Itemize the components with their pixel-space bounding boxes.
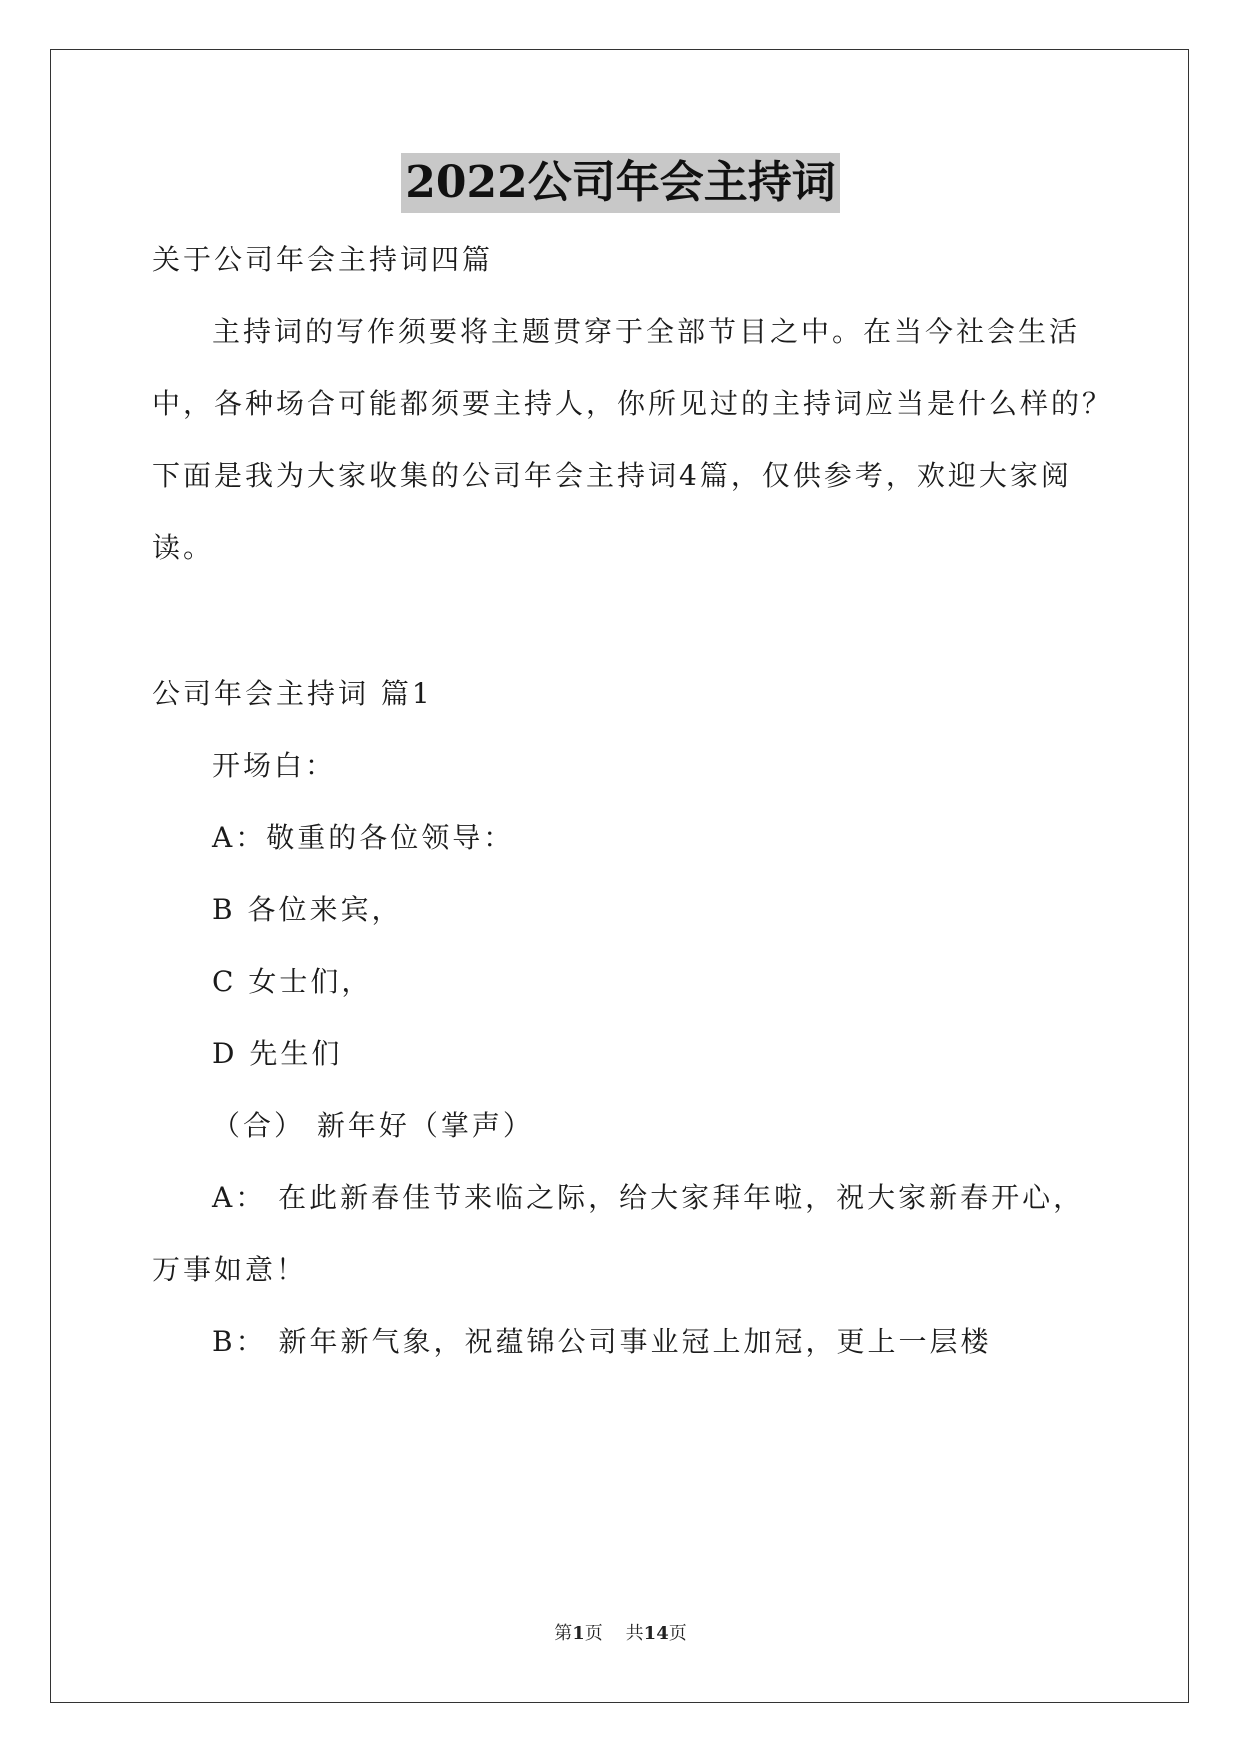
intro-paragraph-line: 主持词的写作须要将主题贯穿于全部节目之中。在当今社会生活 [212,315,1081,348]
body-line: B 各位来宾， [212,893,403,926]
body-line: 万事如意！ [152,1253,308,1286]
intro-paragraph-line: 读。 [152,531,215,564]
body-line: A：敬重的各位领导： [212,821,515,854]
intro-paragraph-line: 中，各种场合可能都须要主持人，你所见过的主持词应当是什么样的？ [152,387,1114,420]
footer-page-suffix: 页 [584,1623,603,1644]
body-line: C 女士们， [212,965,373,998]
footer-total-prefix: 共 [625,1623,644,1644]
footer-page-prefix: 第 [554,1623,573,1644]
document-subtitle: 关于公司年会主持词四篇 [152,243,494,276]
body-line: 开场白： [212,749,337,782]
body-line: B： 新年新气象，祝蕴锦公司事业冠上加冠，更上一层楼 [212,1325,992,1358]
body-line: D 先生们 [212,1037,343,1070]
footer-total-pages: 14 [643,1623,669,1644]
page-footer [0,1622,1241,1646]
body-line: A： 在此新春佳节来临之际，给大家拜年啦，祝大家新春开心， [212,1181,1085,1214]
title-container [0,153,1241,213]
page-border [50,49,1189,1703]
intro-paragraph-line: 下面是我为大家收集的公司年会主持词4篇，仅供参考，欢迎大家阅 [152,459,1072,492]
section-heading: 公司年会主持词 篇1 [152,677,433,710]
footer-total-suffix: 页 [668,1623,687,1644]
footer-page-number: 1 [572,1623,585,1644]
document-title: 2022公司年会主持词 [401,153,839,213]
body-line: （合） 新年好（掌声） [212,1109,534,1142]
